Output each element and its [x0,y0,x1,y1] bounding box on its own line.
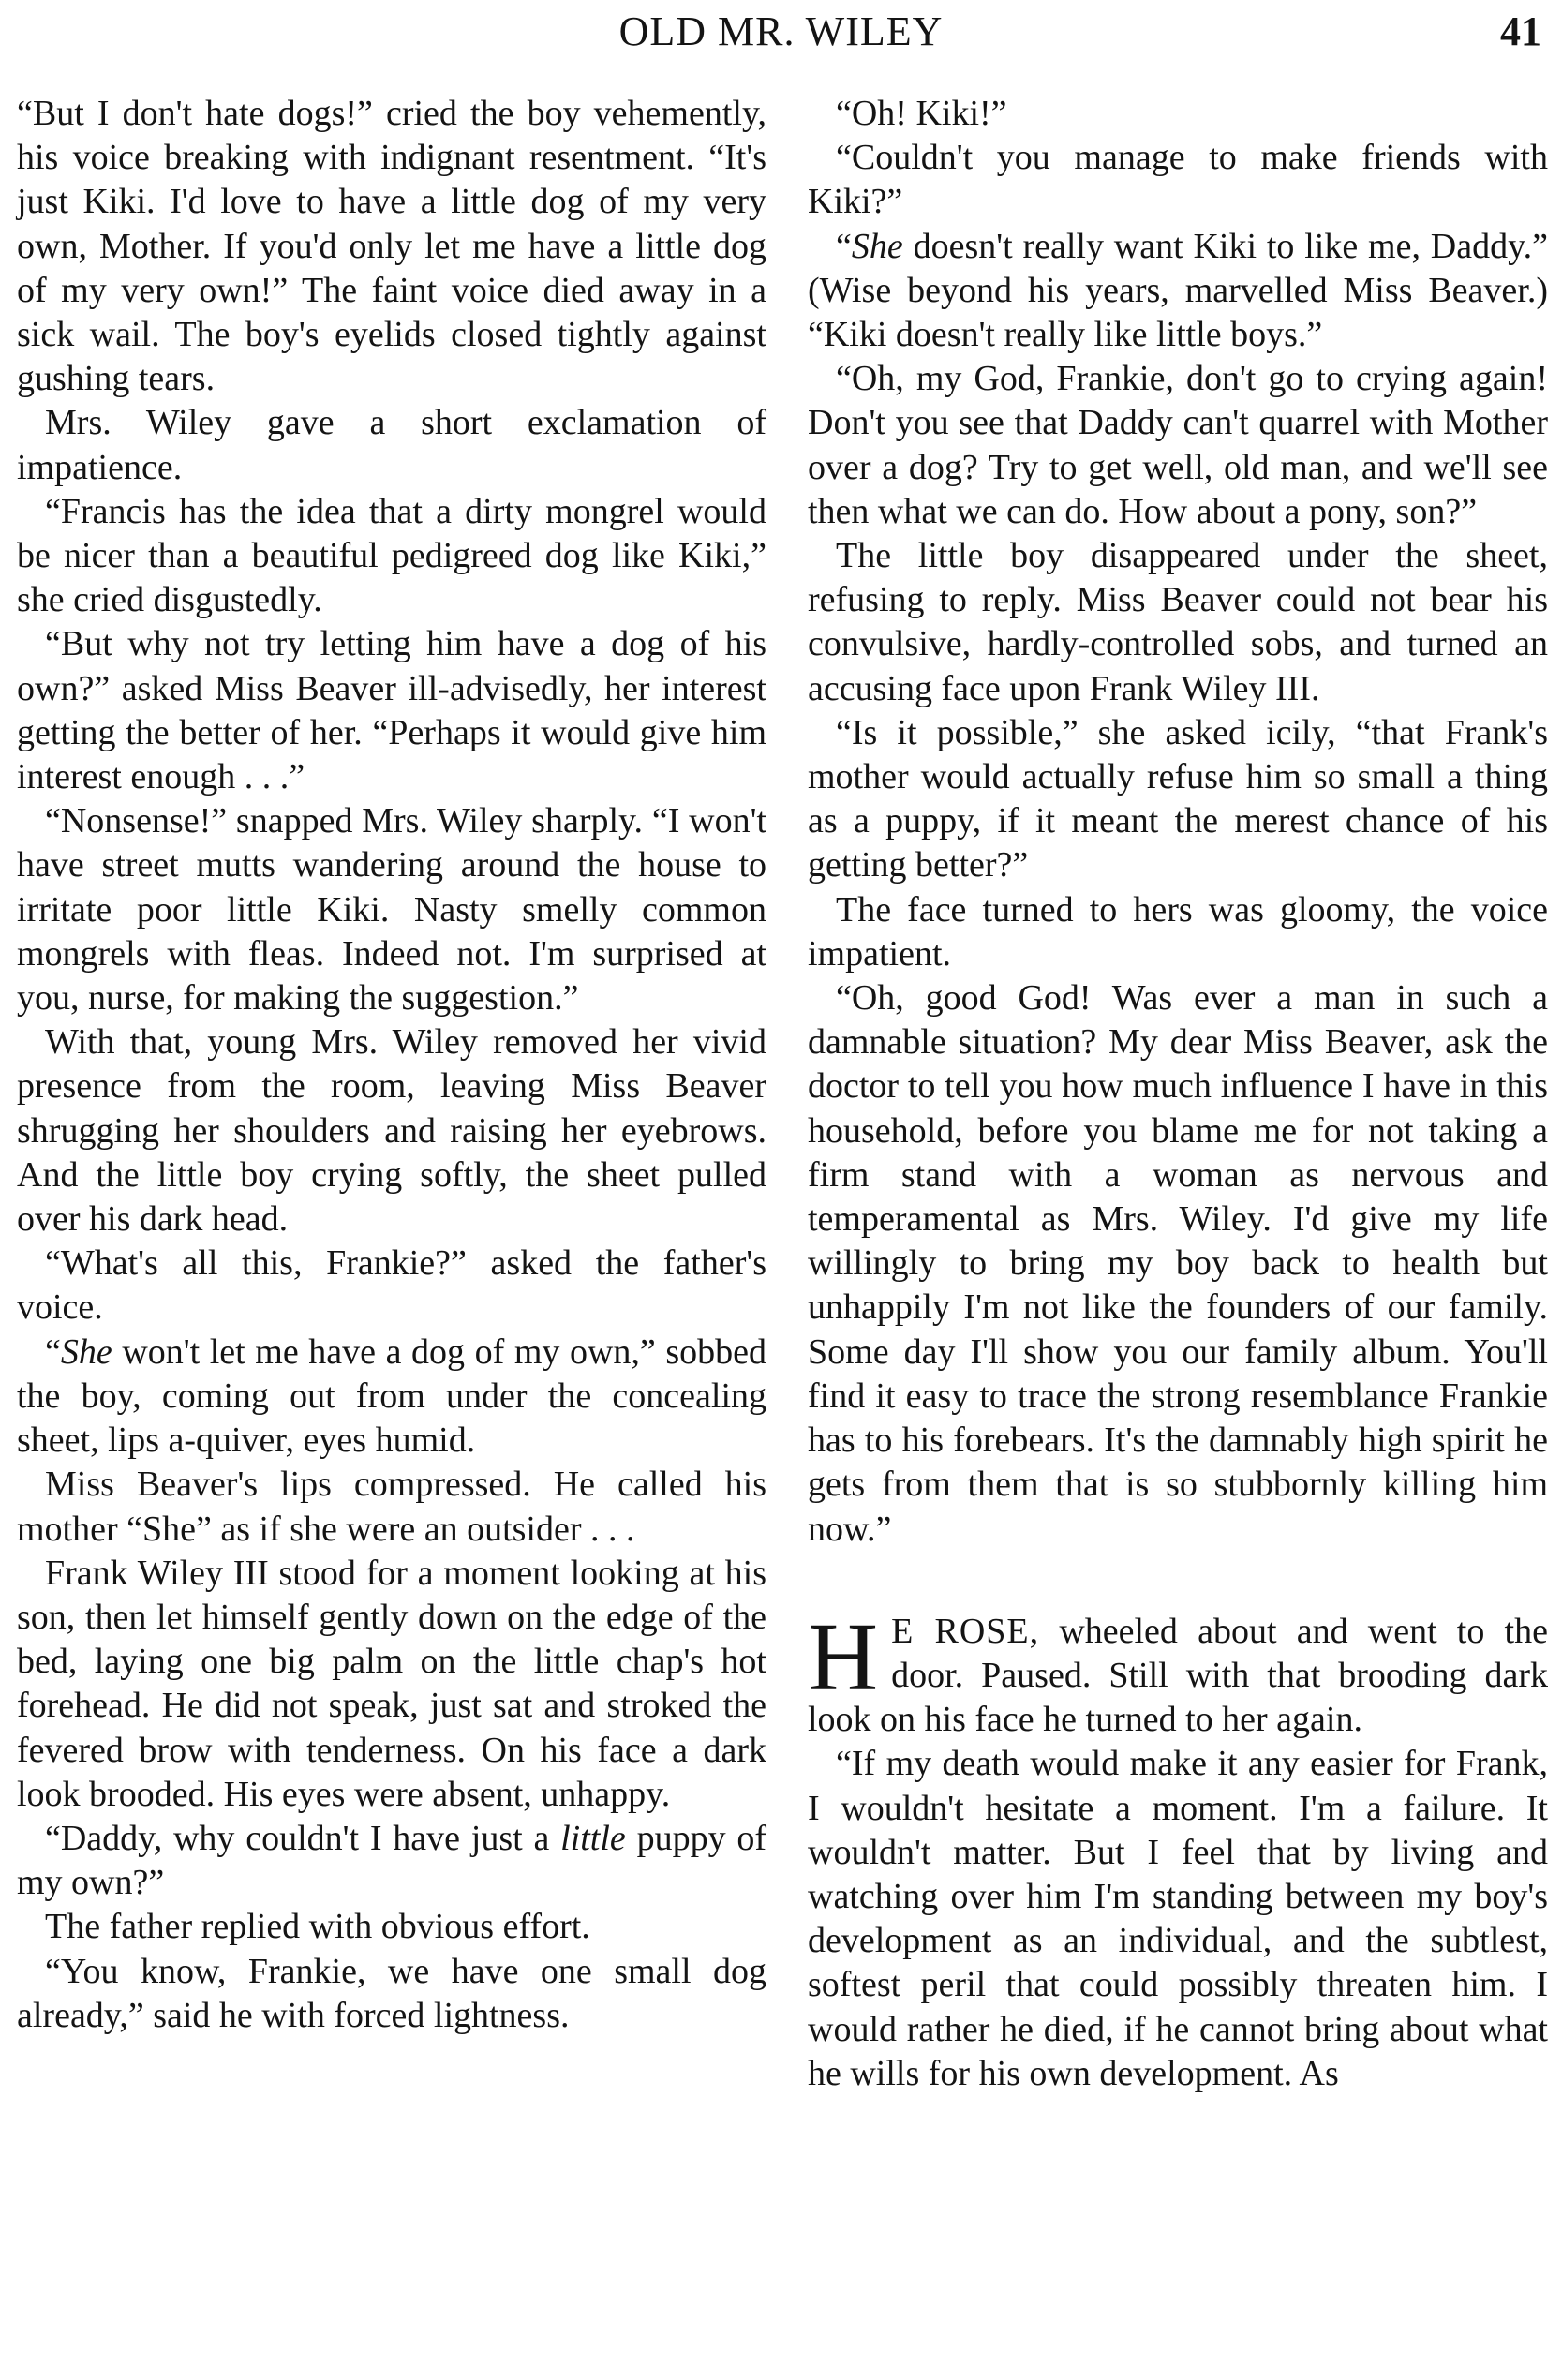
paragraph: “Oh, my God, Frankie, don't go to crying again! Don't you see that Daddy can't quarrel with Mother over a dog? Try to get well, old man, and we'll see then what we can do. How about a pony, son?” [808,359,1548,531]
text-run: “Daddy, why couldn't I have just a [45,1818,561,1858]
paragraph [808,225,1548,358]
paragraph: “But I don't hate dogs!” cried the boy vehemently, his voice breaking with indignant resentment. “It's just Kiki. I'd love to have a little dog of my very own, Mother. If you'd only let me have a little dog of my very own!” The faint voice died away in a sick wail. The boy's eyelids closed tightly against gushing tears. [17,94,766,399]
running-title: OLD MR. WILEY [618,8,944,54]
paragraph: “Oh, good God! Was ever a man in such a damnable situation? My dear Miss Beaver, ask the doctor to tell you how much influence I have in this household, before you blame me for not taking a firm stand with a woman as nervous and temperamental as Mrs. Wiley. I'd give my life willingly to bring my boy back to health but unhappily I'm not like the founders of our family. Some day I'll show you our family album. You'll find it easy to trace the strong resemblance Frankie has to his forebears. It's the damnably high spirit he gets from them that is so stubbornly killing him now.” [808,978,1548,1549]
left-column [17,92,766,2038]
paragraph [17,1331,766,1464]
paragraph: The little boy disappeared under the sheet, refusing to reply. Miss Beaver could not bear his convulsive, hardly-controlled sobs, and turned an accusing face upon Frank Wiley III. [808,536,1548,708]
paragraph: “Is it possible,” she asked icily, “that Frank's mother would actually refuse him so small a thing as a puppy, if it meant the merest chance of his getting better?” [808,712,1548,885]
paragraph: “You know, Frankie, we have one small dog already,” said he with forced lightness. [17,1951,766,2035]
text-run: puppy of my own?” [17,1818,767,1903]
paragraph: “Francis has the idea that a dirty mongrel would be nicer than a beautiful pedigreed dog like Kiki,” she cried disgustedly. [17,491,766,620]
paragraph: Mrs. Wiley gave a short exclamation of impatience. [17,403,766,487]
paragraph [17,1817,766,1905]
page-number: 41 [1500,8,1541,54]
right-column [808,92,1548,2096]
lead-in-text: E ROSE, [891,1611,1040,1651]
text-run: wheeled about and went to the door. Paused. Still with that brooding dark look on his face he turned to her again. [808,1611,1548,1740]
paragraph: Miss Beaver's lips compressed. He called his mother “She” as if she were an outsider . . . [17,1465,766,1549]
running-header [0,2,1562,67]
text-run: doesn't really want Kiki to like me, Daddy.” (Wise beyond his years, marvelled Miss Beaver.) “Kiki doesn't really like little boys.” [808,226,1548,355]
paragraph: “Nonsense!” snapped Mrs. Wiley sharply. “I won't have street mutts wandering around the house to irritate poor little Kiki. Nasty smelly common mongrels with fleas. Indeed not. I'm surprised at you, nurse, for making the suggestion.” [17,801,766,1019]
paragraph: “If my death would make it any easier for Frank, I wouldn't hesitate a moment. I'm a failure. It wouldn't matter. But I feel that by living and watching over him I'm standing between my boy's development as an individual, and the subtlest, softest peril that could possibly threaten him. I would rather he died, if he cannot bring about what he wills for his own development. As [808,1744,1548,2093]
emphasis: She [851,226,903,266]
emphasis: She [60,1331,112,1372]
paragraph: “What's all this, Frankie?” asked the father's voice. [17,1243,766,1328]
paragraph: “But why not try letting him have a dog of his own?” asked Miss Beaver ill-advisedly, her interest getting the better of her. “Perhaps it would give him interest enough . . .” [17,624,766,797]
paragraph: Frank Wiley III stood for a moment looking at his son, then let himself gently down on the edge of the bed, laying one big palm on the little chap's hot forehead. He did not speak, just sat and stroked the fevered brow with tenderness. On his face a dark look brooded. His eyes were absent, unhappy. [17,1553,766,1814]
emphasis: little [560,1818,626,1858]
text-run: “ [45,1331,61,1372]
paragraph: With that, young Mrs. Wiley removed her vivid presence from the room, leaving Miss Beaver shrugging her shoulders and raising her eyebrows. And the little boy crying softly, the sheet pulled over his dark head. [17,1022,766,1240]
text-run: won't let me have a dog of my own,” sobbed the boy, coming out from under the concealing sheet, lips a-quiver, eyes humid. [17,1331,766,1461]
section-opening-paragraph [808,1602,1548,1743]
paragraph: “Oh! Kiki!” [836,94,1007,133]
paragraph: The face turned to hers was gloomy, the voice impatient. [808,889,1548,974]
text-run: “ [836,226,852,266]
paragraph: “Couldn't you manage to make friends with Kiki?” [808,138,1548,222]
drop-cap: H [808,1602,879,1711]
paragraph: The father replied with obvious effort. [45,1907,590,1947]
